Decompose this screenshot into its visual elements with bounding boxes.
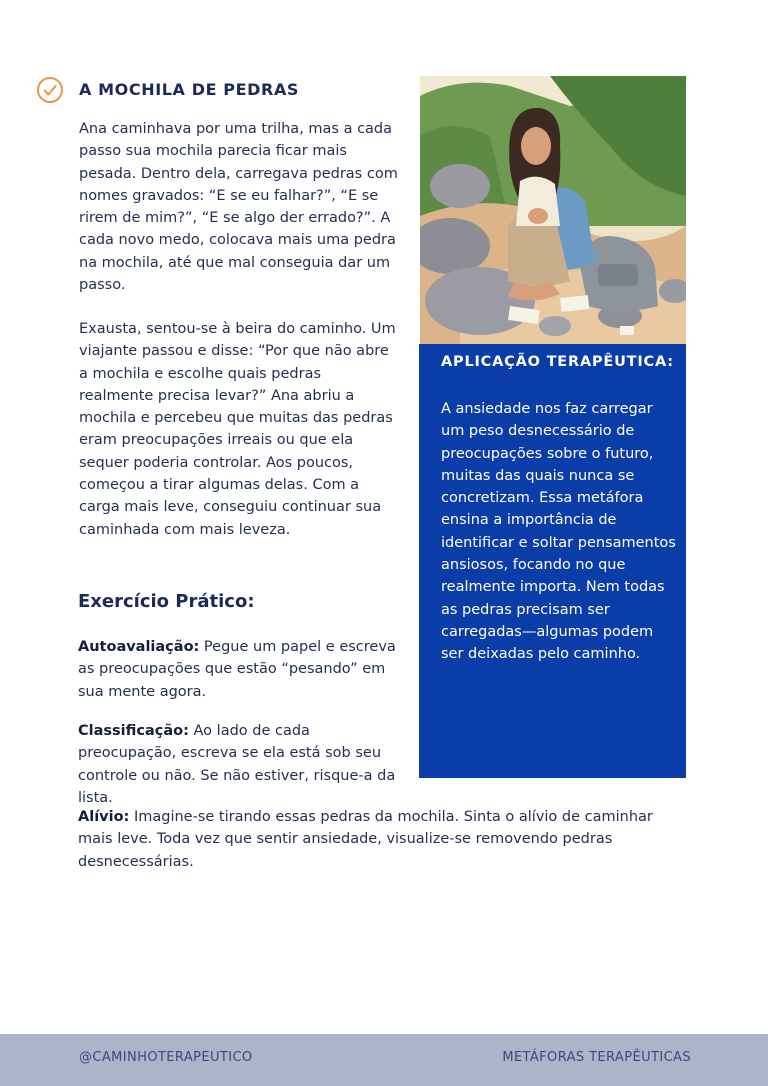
exercise-item-text: Imagine-se tirando essas pedras da mochila. Sinta o alívio de caminhar mais leve. Toda vez que sentir ansiedade, visualize-se removendo pedras desnecessárias.: [78, 809, 653, 870]
exercise-item-label: Classificação:: [78, 723, 189, 739]
footer-handle: @CAMINHOTERAPEUTICO: [79, 1050, 253, 1065]
exercise-item-text: Ao lado de cada preocupação, escreva se ela está sob seu controle ou não. Se não estiver, risque-a da lista.: [78, 723, 396, 806]
page-title: A MOCHILA DE PEDRAS: [79, 80, 300, 99]
exercise-item-label: Alívio:: [78, 809, 130, 825]
exercise-heading: Exercício Prático:: [78, 591, 255, 612]
story-paragraph-1: Ana caminhava por uma trilha, mas a cada passo sua mochila parecia ficar mais pesada. Dentro dela, carregava pedras com nomes gravados: “E se eu falhar?”, “E se rirem de mim?”, “E se algo der errado?”. A cada novo medo, colocava mais uma pedra na mochila, até que mal conseguia dar um passo.: [79, 121, 398, 294]
panel-title: APLICAÇÃO TERAPÊUTICA:: [441, 354, 674, 370]
story-illustration: [420, 76, 686, 344]
panel-body: A ansiedade nos faz carregar um peso desnecessário de preocupações sobre o futuro, muitas das quais nunca se concretizam. Essa metáfora ensina a importância de identificar e soltar pensamentos ansiosos, focando no que realmente importa. Nem todas as pedras precisam ser carregadas—algumas podem ser deixadas pelo caminho.: [441, 401, 676, 663]
exercise-item-classification: [78, 720, 400, 809]
exercise-item-text: Pegue um papel e escreva as preocupações que estão “pesando” em sua mente agora.: [78, 639, 396, 700]
story-paragraph-2: Exausta, sentou-se à beira do caminho. Um viajante passou e disse: “Por que não abre a mochila e escolhe quais pedras realmente precisa levar?” Ana abriu a mochila e percebeu que muitas das pedras eram preocupações irreais ou que ela sequer poderia controlar. Aos poucos, começou a tirar algumas delas. Com a carga mais leve, conseguiu continuar sua caminhada com mais leveza.: [79, 321, 396, 538]
exercise-item-self-assessment: [78, 636, 400, 703]
therapeutic-application-panel: [419, 344, 686, 778]
exercise-item-relief: [78, 806, 688, 873]
footer: [0, 1034, 768, 1086]
footer-series-title: METÁFORAS TERAPÊUTICAS: [502, 1050, 691, 1065]
exercise-item-label: Autoavaliação:: [78, 639, 200, 655]
check-circle-icon: [36, 76, 64, 104]
